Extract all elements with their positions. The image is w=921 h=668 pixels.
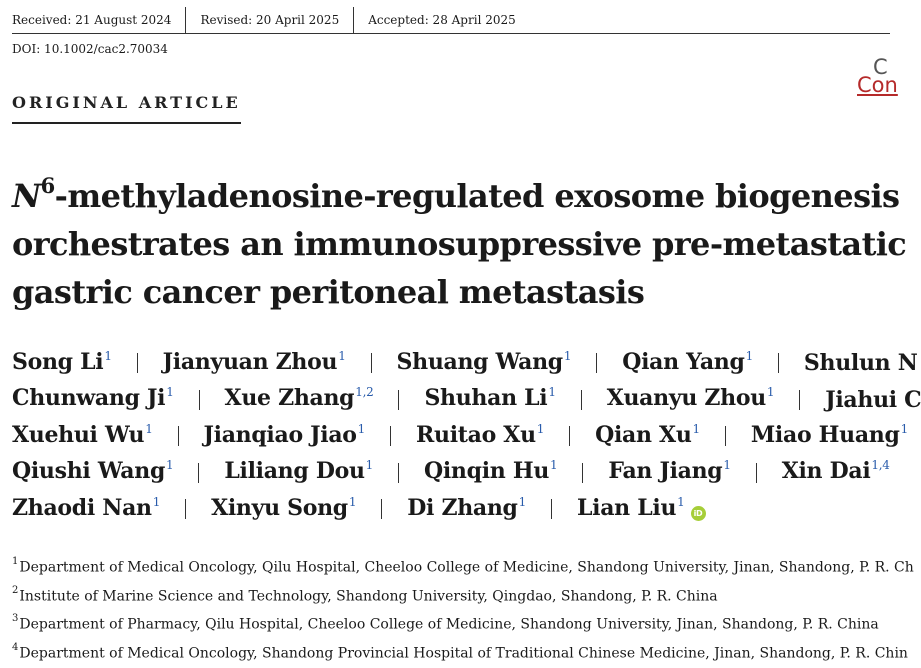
author-name-text: Xuanyu Zhou	[606, 385, 766, 411]
author-separator	[185, 499, 186, 519]
author-name-text: Jianqiao Jiao	[203, 421, 357, 448]
author-list	[12, 345, 921, 528]
author-separator	[581, 390, 582, 410]
author-separator	[199, 390, 200, 410]
header-rule	[12, 33, 890, 34]
author-affiliation-marker[interactable]: 1	[365, 458, 374, 472]
author-name[interactable]	[607, 380, 775, 420]
author-separator	[178, 426, 179, 446]
author-name[interactable]	[211, 490, 356, 530]
title-line-2: orchestrates an immunosuppressive pre-metastatic	[12, 225, 907, 263]
author-separator	[778, 353, 779, 373]
author-name-text: Shulun N	[803, 350, 918, 376]
author-separator	[551, 499, 552, 519]
author-name[interactable]	[608, 453, 730, 493]
author-row	[12, 418, 912, 455]
author-affiliation-marker[interactable]: 1	[145, 421, 153, 436]
author-affiliation-marker[interactable]: 1	[536, 421, 545, 436]
author-affiliation-marker[interactable]: 1	[677, 494, 685, 509]
author-affiliation-marker[interactable]: 1	[518, 494, 526, 509]
affiliation-list	[12, 553, 912, 667]
article-type: ORIGINAL ARTICLE	[12, 93, 241, 112]
author-name[interactable]	[416, 417, 544, 457]
author-name-text: Qian Xu	[595, 421, 692, 448]
author-name[interactable]	[577, 490, 706, 530]
title-italic-n: N	[12, 177, 41, 215]
affiliation-item	[12, 639, 912, 668]
author-separator	[569, 426, 570, 446]
author-affiliation-marker[interactable]: 1	[563, 348, 572, 363]
author-affiliation-marker[interactable]: 1	[166, 458, 174, 472]
author-affiliation-marker[interactable]: 1,4	[871, 458, 890, 472]
author-name-text: Shuang Wang	[396, 348, 563, 375]
author-name-text: Zhaodi Nan	[12, 494, 152, 521]
author-name-text: Ruitao Xu	[416, 421, 536, 448]
logo-line-2: Con	[857, 73, 898, 97]
author-separator	[799, 390, 800, 410]
orcid-icon[interactable]: iD	[691, 506, 706, 521]
affiliation-number: 4	[12, 641, 19, 653]
author-separator	[398, 463, 399, 483]
revised-date: Revised: 20 April 2025	[200, 13, 340, 27]
author-name[interactable]	[12, 344, 112, 384]
author-name-text: Chunwang Ji	[12, 385, 166, 411]
author-affiliation-marker[interactable]: 1	[723, 458, 731, 472]
article-type-underline	[12, 122, 241, 124]
author-name-text: Xin Dai	[781, 458, 871, 484]
author-affiliation-marker[interactable]: 1	[550, 458, 558, 472]
author-separator	[198, 463, 199, 483]
logo-line-1: C	[873, 55, 888, 79]
author-name-text: Xinyu Song	[211, 494, 348, 521]
author-name[interactable]	[204, 417, 365, 457]
author-affiliation-marker[interactable]: 1	[745, 348, 753, 363]
affiliation-text: Department of Medical Oncology, Shandong Provincial Hospital of Traditional Chinese Medicine, Jinan, Shandong, P. R. Chin	[19, 645, 908, 662]
title-line-1-text: -methyladenosine-regulated exosome biogenesis	[54, 177, 900, 215]
affiliation-text: Department of Pharmacy, Qilu Hospital, Cheeloo College of Medicine, Shandong University, Jinan, Shandong, P. R. China	[19, 616, 879, 633]
author-name-text: Xuehui Wu	[12, 421, 145, 448]
author-name[interactable]	[12, 417, 153, 457]
affiliation-number: 1	[12, 556, 19, 567]
accepted-date: Accepted: 28 April 2025	[368, 13, 516, 27]
author-name[interactable]	[622, 344, 753, 384]
author-separator	[137, 353, 138, 373]
affiliation-text: Institute of Marine Science and Technology, Shandong University, Qingdao, Shandong, P. R. China	[19, 588, 718, 605]
author-name[interactable]	[804, 345, 918, 382]
title-superscript: 6	[40, 173, 55, 199]
author-name[interactable]	[225, 380, 374, 420]
author-name[interactable]	[12, 490, 160, 530]
author-name-text: Jiahui C	[825, 386, 921, 413]
affiliation-item	[12, 553, 912, 582]
author-name-text: Shuhan Li	[424, 385, 548, 411]
received-date: Received: 21 August 2024	[12, 13, 172, 27]
author-name[interactable]	[782, 453, 890, 493]
affiliation-item	[12, 582, 912, 611]
author-name-text: Jianyuan Zhou	[162, 348, 338, 375]
title-line-1	[12, 172, 912, 220]
affiliation-item	[12, 610, 912, 639]
author-separator	[390, 426, 391, 446]
author-affiliation-marker[interactable]: 1,2	[355, 385, 374, 399]
author-affiliation-marker[interactable]: 1	[104, 348, 112, 363]
author-affiliation-marker[interactable]: 1	[900, 421, 908, 436]
author-separator	[756, 463, 757, 483]
author-affiliation-marker[interactable]: 1	[357, 421, 366, 436]
author-name-text: Qiushi Wang	[12, 458, 166, 484]
author-row	[12, 491, 912, 528]
affiliation-number: 3	[12, 613, 19, 624]
author-row	[12, 345, 918, 382]
author-name[interactable]	[397, 344, 572, 384]
author-name-text: Xue Zhang	[224, 385, 355, 411]
author-name[interactable]	[12, 453, 173, 493]
title-line-3: gastric cancer peritoneal metastasis	[12, 273, 645, 311]
author-separator	[398, 390, 399, 410]
author-name-text: Qinqin Hu	[424, 458, 550, 484]
author-name-text: Lian Liu	[576, 494, 677, 521]
author-affiliation-marker[interactable]: 1	[338, 348, 346, 363]
article-title	[12, 172, 912, 316]
author-name-text: Fan Jiang	[608, 458, 723, 484]
affiliation-text: Department of Medical Oncology, Qilu Hospital, Cheeloo College of Medicine, Shandong University, Jinan, Shandong, P. R. Ch	[19, 559, 914, 576]
affiliation-number: 2	[12, 584, 19, 596]
journal-logo	[857, 56, 897, 98]
author-name[interactable]	[424, 453, 557, 493]
author-separator	[381, 499, 382, 519]
author-affiliation-marker[interactable]: 1	[692, 421, 700, 436]
date-separator	[185, 7, 186, 33]
author-name-text: Qian Yang	[622, 348, 745, 375]
author-row	[12, 455, 912, 492]
author-name-text: Song Li	[12, 348, 104, 375]
date-separator	[353, 7, 354, 33]
author-separator	[371, 353, 372, 373]
author-name[interactable]	[407, 490, 526, 530]
author-separator	[596, 353, 597, 373]
author-name-text: Di Zhang	[407, 494, 518, 521]
author-name[interactable]	[595, 417, 700, 457]
author-separator	[582, 463, 583, 483]
doi-link[interactable]: DOI: 10.1002/cac2.70034	[12, 42, 168, 56]
author-name-text: Liliang Dou	[224, 458, 365, 484]
author-separator	[725, 426, 726, 446]
author-affiliation-marker[interactable]: 1	[152, 494, 161, 509]
author-affiliation-marker[interactable]: 1	[166, 385, 174, 399]
author-affiliation-marker[interactable]: 1	[766, 385, 775, 399]
author-name[interactable]	[163, 344, 346, 384]
author-name-text: Miao Huang	[750, 421, 900, 448]
author-affiliation-marker[interactable]: 1	[348, 494, 357, 509]
author-affiliation-marker[interactable]: 1	[548, 385, 556, 399]
history-dates	[12, 6, 890, 34]
